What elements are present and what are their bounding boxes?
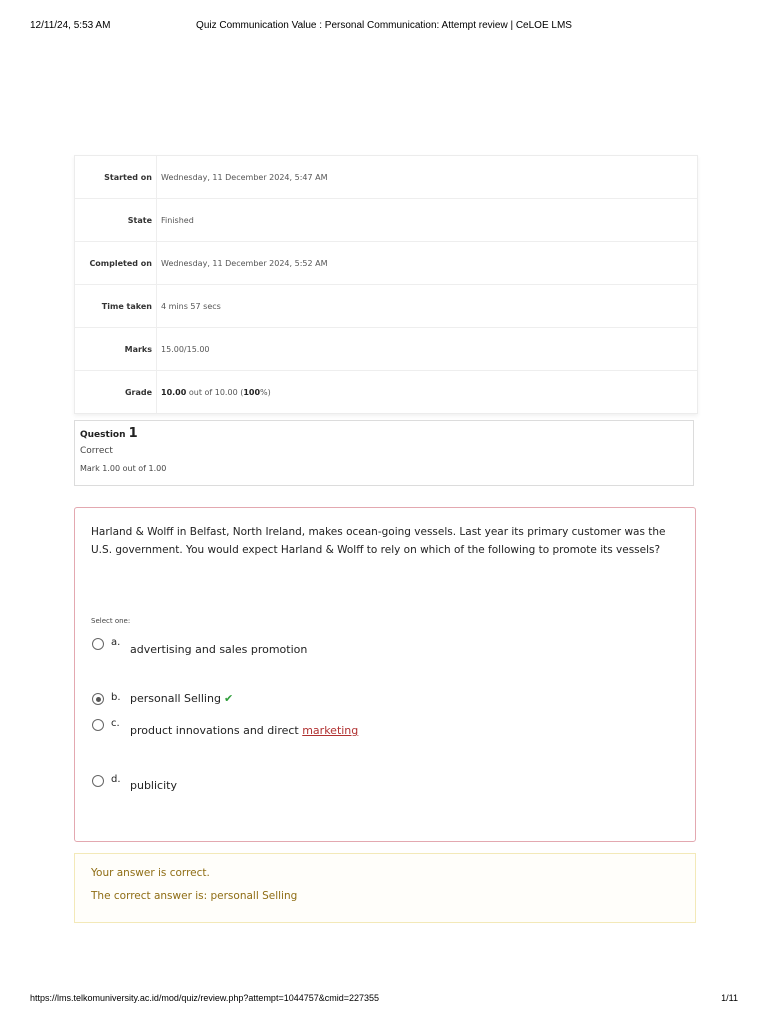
summary-value-grade	[157, 388, 271, 397]
question-state: Correct	[80, 446, 113, 456]
question-content	[74, 507, 696, 842]
summary-value: 15.00/15.00	[161, 344, 210, 354]
option-letter: d.	[111, 774, 121, 785]
print-datetime: 12/11/24, 5:53 AM	[30, 20, 111, 31]
print-footer	[30, 993, 738, 1007]
summary-value: Wednesday, 11 December 2024, 5:52 AM	[161, 258, 328, 268]
summary-row-state	[75, 199, 697, 242]
option-letter: b.	[111, 692, 121, 703]
summary-label: Time taken	[75, 285, 157, 327]
print-page-number: 1/11	[721, 993, 738, 1003]
question-number-value: 1	[128, 426, 138, 441]
marketing-link[interactable]: marketing	[302, 724, 359, 737]
question-prefix: Question	[80, 430, 126, 440]
answer-feedback	[74, 853, 696, 923]
option-letter: c.	[111, 718, 120, 729]
print-url: https://lms.telkomuniversity.ac.id/mod/quiz/review.php?attempt=1044757&cmid=227355	[30, 993, 380, 1003]
option-text-wrap	[130, 724, 358, 737]
summary-row-time-taken	[75, 285, 697, 328]
option-text: personall Selling	[130, 692, 221, 705]
option-text: publicity	[130, 779, 177, 792]
question-number	[80, 426, 688, 444]
question-info	[74, 420, 694, 486]
summary-row-grade	[75, 371, 697, 413]
correct-check-icon: ✔	[223, 692, 234, 705]
question-grade: Mark 1.00 out of 1.00	[80, 464, 167, 473]
summary-label: Completed on	[75, 242, 157, 284]
summary-label: Started on	[75, 156, 157, 198]
summary-value: 4 mins 57 secs	[161, 301, 221, 311]
answer-prompt: Select one:	[91, 617, 131, 625]
summary-row-started	[75, 156, 697, 199]
grade-percent: 100	[243, 387, 261, 397]
summary-label: State	[75, 199, 157, 241]
option-text-wrap	[130, 692, 233, 705]
summary-label: Marks	[75, 328, 157, 370]
option-letter: a.	[111, 637, 121, 648]
radio-button[interactable]	[92, 638, 104, 650]
option-text: advertising and sales promotion	[130, 643, 308, 656]
question-text: Harland & Wolff in Belfast, North Ireland, makes ocean-going vessels. Last year its primary customer was the U.S. government. You would expect Harland & Wolff to rely on which of the following to promote its vessels?	[91, 526, 666, 556]
summary-label: Grade	[75, 371, 157, 413]
summary-value: Wednesday, 11 December 2024, 5:47 AM	[161, 172, 328, 182]
grade-end: %)	[260, 387, 271, 397]
feedback-result: Your answer is correct.	[91, 867, 210, 879]
summary-value: Finished	[161, 215, 194, 225]
radio-button-selected[interactable]	[92, 693, 104, 705]
summary-row-marks	[75, 328, 697, 371]
attempt-summary-table	[74, 155, 698, 414]
feedback-right-answer: The correct answer is: personall Selling	[91, 890, 298, 902]
option-text: product innovations and direct	[130, 724, 303, 737]
grade-score: 10.00	[161, 387, 187, 397]
print-header	[30, 20, 738, 34]
radio-button[interactable]	[92, 719, 104, 731]
grade-out-of: out of 10.00 (	[186, 387, 244, 397]
print-page-title: Quiz Communication Value : Personal Communication: Attempt review | CeLOE LMS	[196, 20, 572, 31]
radio-button[interactable]	[92, 775, 104, 787]
summary-row-completed	[75, 242, 697, 285]
